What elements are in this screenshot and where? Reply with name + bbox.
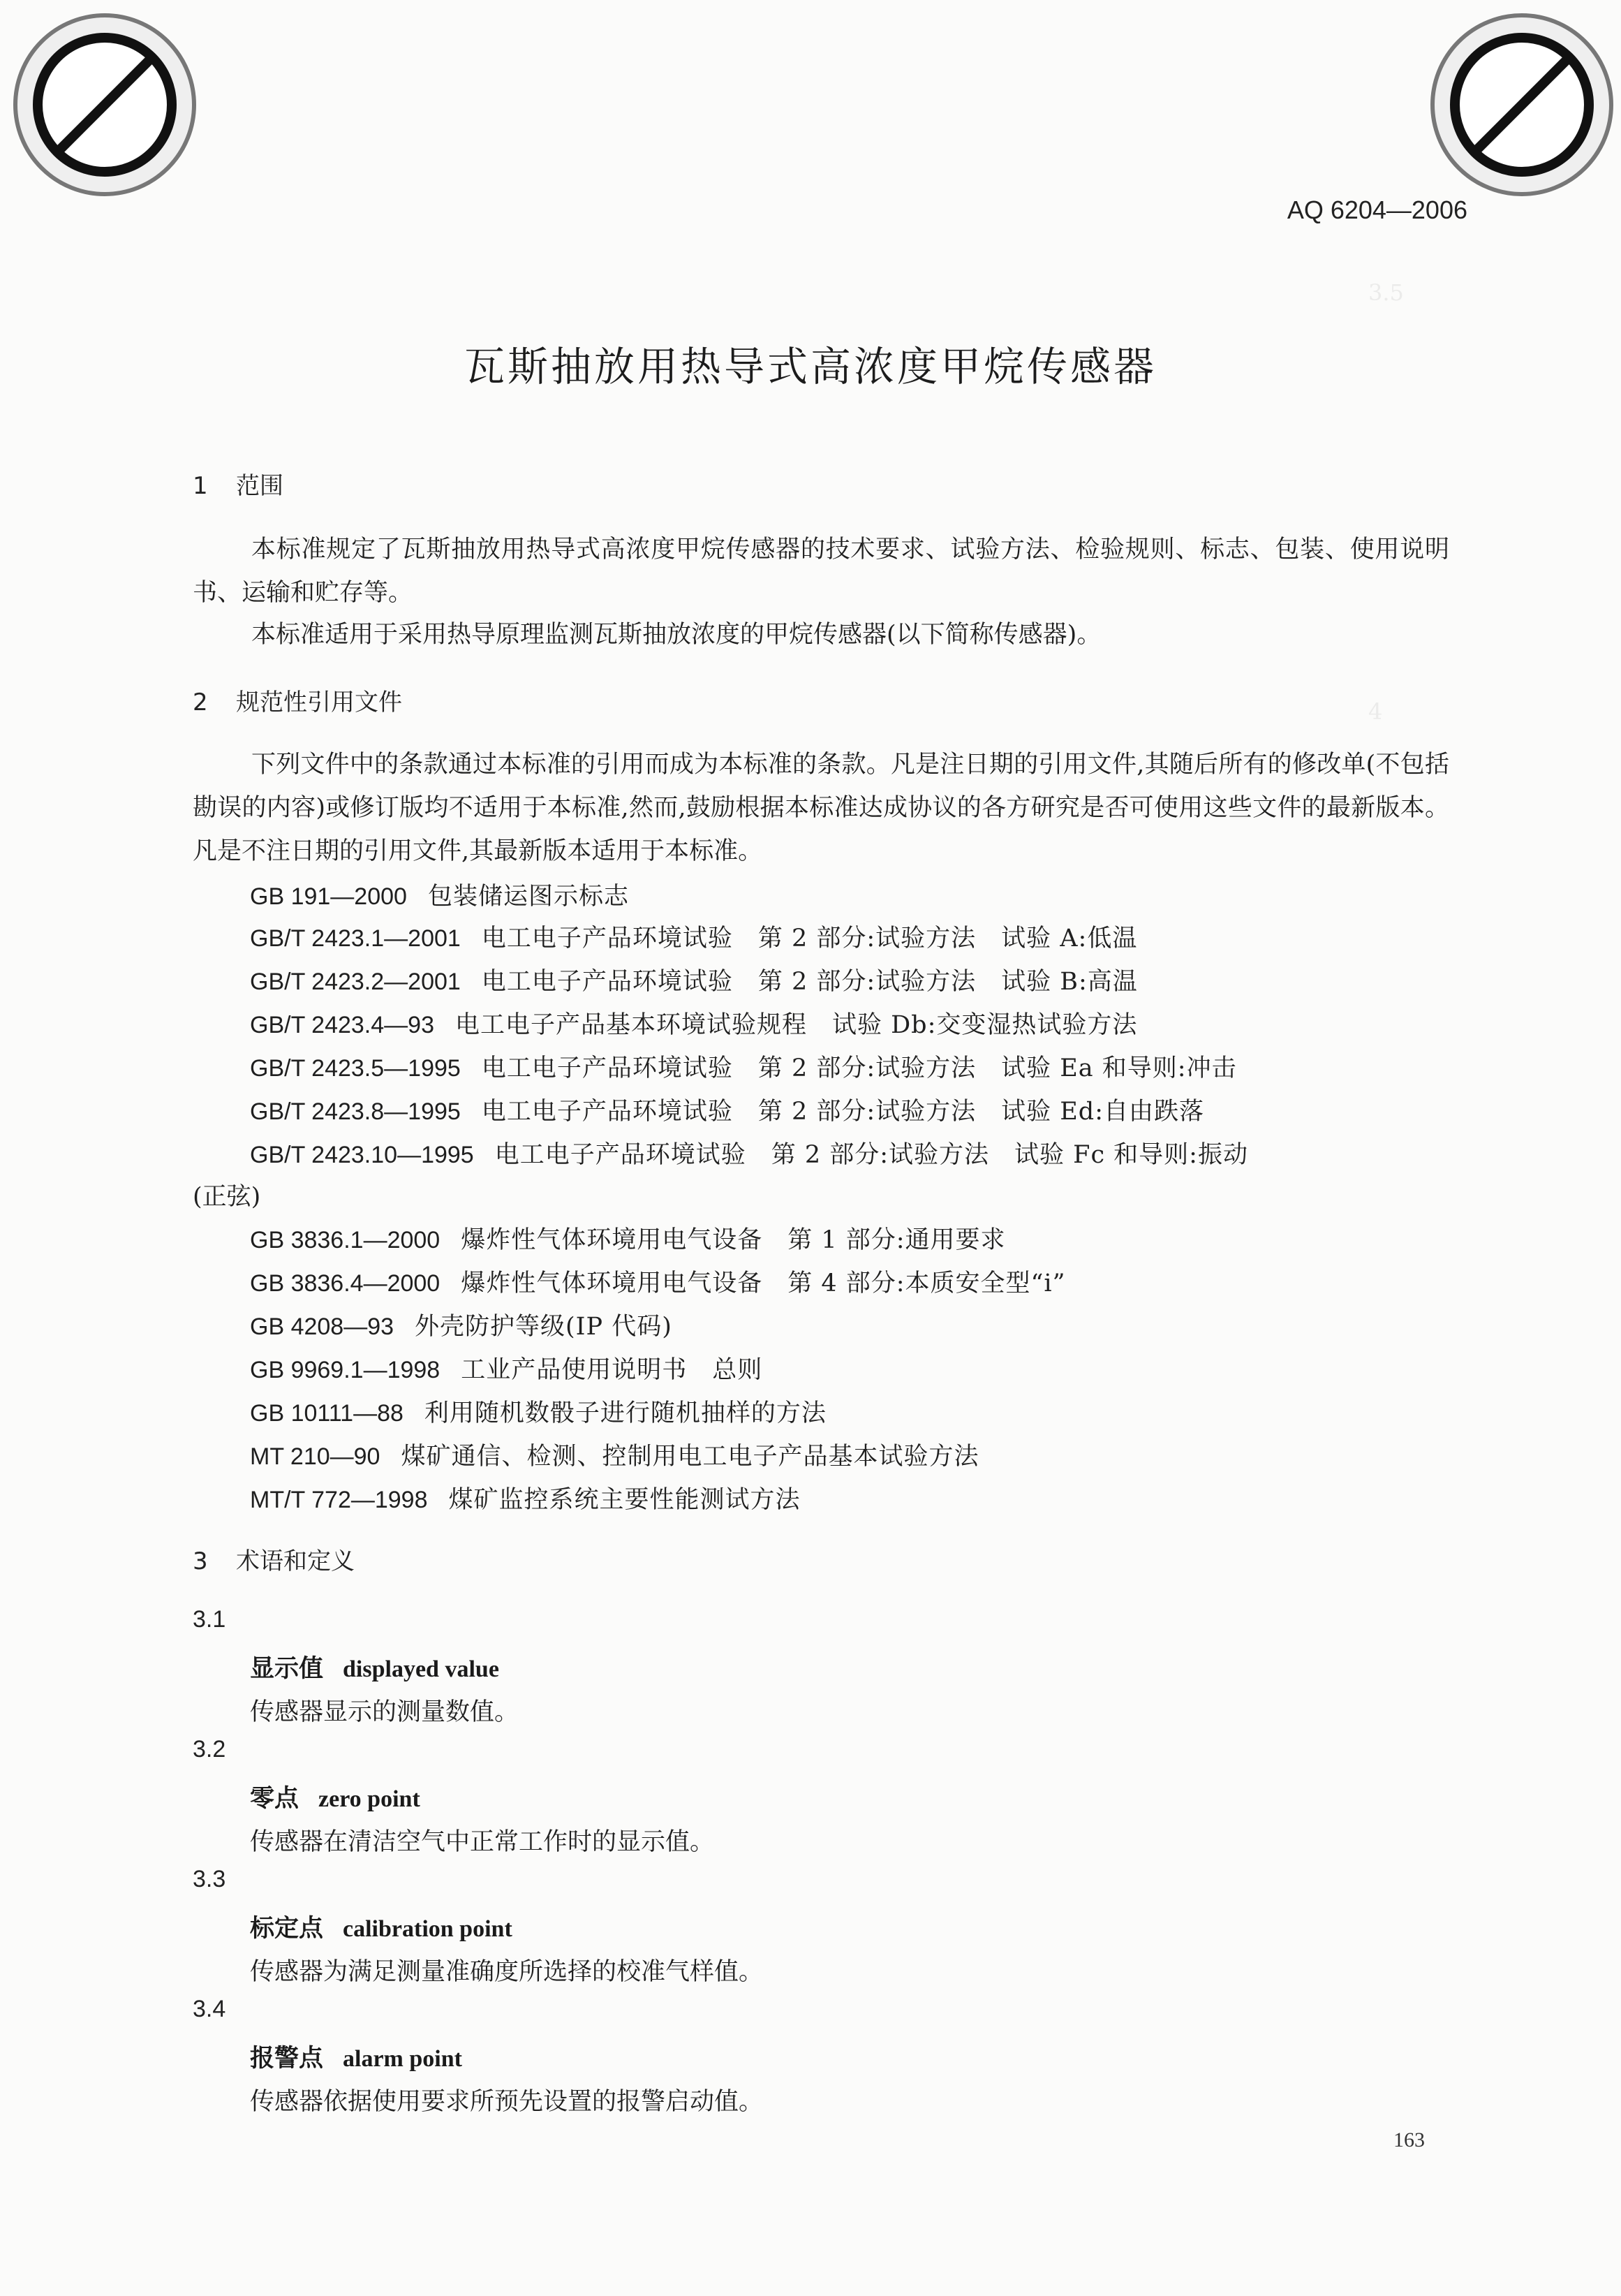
term-name-zh: 标定点	[250, 1914, 324, 1943]
bleed-through: 4	[1368, 698, 1383, 725]
reference-item	[250, 1092, 1204, 1127]
term-name	[250, 1649, 499, 1684]
section-1-paragraph-2: 本标准适用于采用热导原理监测瓦斯抽放浓度的甲烷传感器(以下简称传感器)。	[251, 621, 1102, 649]
bleed-through: 3.5	[1368, 279, 1404, 306]
reference-code: MT 210—90	[250, 1443, 380, 1470]
term-name-zh: 显示值	[250, 1654, 324, 1683]
term-definition: 传感器显示的测量数值。	[250, 1698, 519, 1726]
term-name-en: displayed value	[343, 1656, 499, 1682]
reference-code: GB 3836.4—2000	[250, 1270, 441, 1297]
reference-title: 电工电子产品环境试验 第 2 部分:试验方法 试验 B:高温	[481, 968, 1138, 996]
term-name-en: zero point	[318, 1786, 420, 1812]
term-name-en: calibration point	[343, 1916, 512, 1942]
term-number: 3.1	[193, 1606, 226, 1633]
reference-item	[250, 1480, 801, 1515]
section-2-heading	[193, 683, 402, 717]
term-name-zh: 报警点	[250, 2044, 324, 2073]
reference-title: 包装储运图示标志	[427, 883, 629, 911]
term-name	[250, 1779, 420, 1814]
reference-title: 电工电子产品环境试验 第 2 部分:试验方法 试验 A:低温	[481, 925, 1138, 952]
reference-code: GB/T 2423.4—93	[250, 1012, 434, 1038]
reference-code: GB 3836.1—2000	[250, 1227, 441, 1253]
reference-item	[250, 877, 629, 912]
page-number: 163	[1393, 2128, 1425, 2151]
reference-title: 电工电子产品环境试验 第 2 部分:试验方法 试验 Fc 和导则:振动	[494, 1141, 1248, 1169]
reference-item	[250, 1437, 979, 1472]
reference-code: GB 191—2000	[250, 883, 407, 910]
section-number: 2	[193, 689, 208, 716]
watermark-badge-icon	[1424, 7, 1620, 203]
reference-item	[250, 1351, 762, 1385]
reference-title: 电工电子产品基本环境试验规程 试验 Db:交变湿热试验方法	[454, 1011, 1138, 1039]
term-definition: 传感器在清洁空气中正常工作时的显示值。	[250, 1828, 715, 1856]
reference-item	[250, 1264, 1066, 1299]
term-name-en: alarm point	[343, 2046, 462, 2072]
reference-code: GB 10111—88	[250, 1400, 404, 1427]
reference-title: 外壳防护等级(IP 代码)	[415, 1313, 672, 1341]
reference-code: MT/T 772—1998	[250, 1487, 428, 1513]
reference-code: GB/T 2423.5—1995	[250, 1055, 461, 1082]
reference-title: 工业产品使用说明书 总则	[461, 1356, 763, 1384]
term-definition: 传感器依据使用要求所预先设置的报警启动值。	[250, 2088, 764, 2116]
reference-item	[250, 1307, 672, 1342]
reference-code: GB/T 2423.8—1995	[250, 1098, 461, 1125]
reference-title: 爆炸性气体环境用电气设备 第 1 部分:通用要求	[461, 1226, 1006, 1254]
reference-code: GB/T 2423.2—2001	[250, 969, 461, 995]
reference-code: GB 9969.1—1998	[250, 1357, 441, 1383]
term-definition: 传感器为满足测量准确度所选择的校准气样值。	[250, 1958, 764, 1986]
term-name	[250, 1909, 512, 1944]
pdf-xchange-watermark-left[interactable]	[7, 7, 202, 203]
term-name	[250, 2039, 462, 2074]
reference-code: GB/T 2423.1—2001	[250, 925, 461, 952]
section-1-paragraph-1: 本标准规定了瓦斯抽放用热导式高浓度甲烷传感器的技术要求、试验方法、检验规则、标志、包装、使用说明书、运输和贮存等。	[193, 536, 1449, 607]
watermark-badge-icon	[7, 7, 202, 203]
reference-item	[250, 1049, 1237, 1084]
reference-title: 电工电子产品环境试验 第 2 部分:试验方法 试验 Ea 和导则:冲击	[481, 1054, 1237, 1082]
section-3-heading	[193, 1542, 355, 1576]
term-number: 3.3	[193, 1866, 226, 1892]
reference-title: 煤矿监控系统主要性能测试方法	[448, 1486, 801, 1514]
reference-title: 爆炸性气体环境用电气设备 第 4 部分:本质安全型“i”	[461, 1270, 1066, 1297]
section-2-paragraph-1: 下列文件中的条款通过本标准的引用而成为本标准的条款。凡是注日期的引用文件,其随后所有的修改单(不包括勘误的内容)或修订版均不适用于本标准,然而,鼓励根据本标准达成协议的各方研究是否可使用这些文件的最新版本。凡是不注日期的引用文件,其最新版本适用于本标准。	[193, 751, 1449, 865]
reference-item	[250, 1135, 1248, 1170]
term-number: 3.4	[193, 1996, 226, 2022]
reference-code: GB 4208—93	[250, 1313, 394, 1340]
document-title: 瓦斯抽放用热导式高浓度甲烷传感器	[464, 343, 1157, 390]
standard-code: AQ 6204—2006	[1287, 196, 1467, 224]
reference-title: 煤矿通信、检测、控制用电工电子产品基本试验方法	[401, 1443, 979, 1471]
term-name-zh: 零点	[250, 1784, 299, 1813]
section-1-heading	[193, 466, 283, 501]
section-title: 规范性引用文件	[236, 689, 402, 716]
reference-item	[250, 962, 1138, 997]
term-number: 3.2	[193, 1736, 226, 1763]
reference-item	[250, 1394, 827, 1429]
section-number: 1	[193, 472, 208, 500]
reference-code: GB/T 2423.10—1995	[250, 1142, 474, 1168]
section-title: 范围	[236, 472, 283, 500]
section-number: 3	[193, 1547, 208, 1575]
reference-item	[250, 919, 1137, 954]
reference-title: 利用随机数骰子进行随机抽样的方法	[424, 1399, 827, 1427]
reference-continuation: (正弦)	[193, 1183, 261, 1211]
reference-item	[250, 1221, 1006, 1256]
reference-title: 电工电子产品环境试验 第 2 部分:试验方法 试验 Ed:自由跌落	[481, 1098, 1204, 1126]
section-title: 术语和定义	[236, 1547, 355, 1575]
pdf-xchange-watermark-right[interactable]	[1424, 7, 1620, 203]
reference-item	[250, 1006, 1137, 1040]
